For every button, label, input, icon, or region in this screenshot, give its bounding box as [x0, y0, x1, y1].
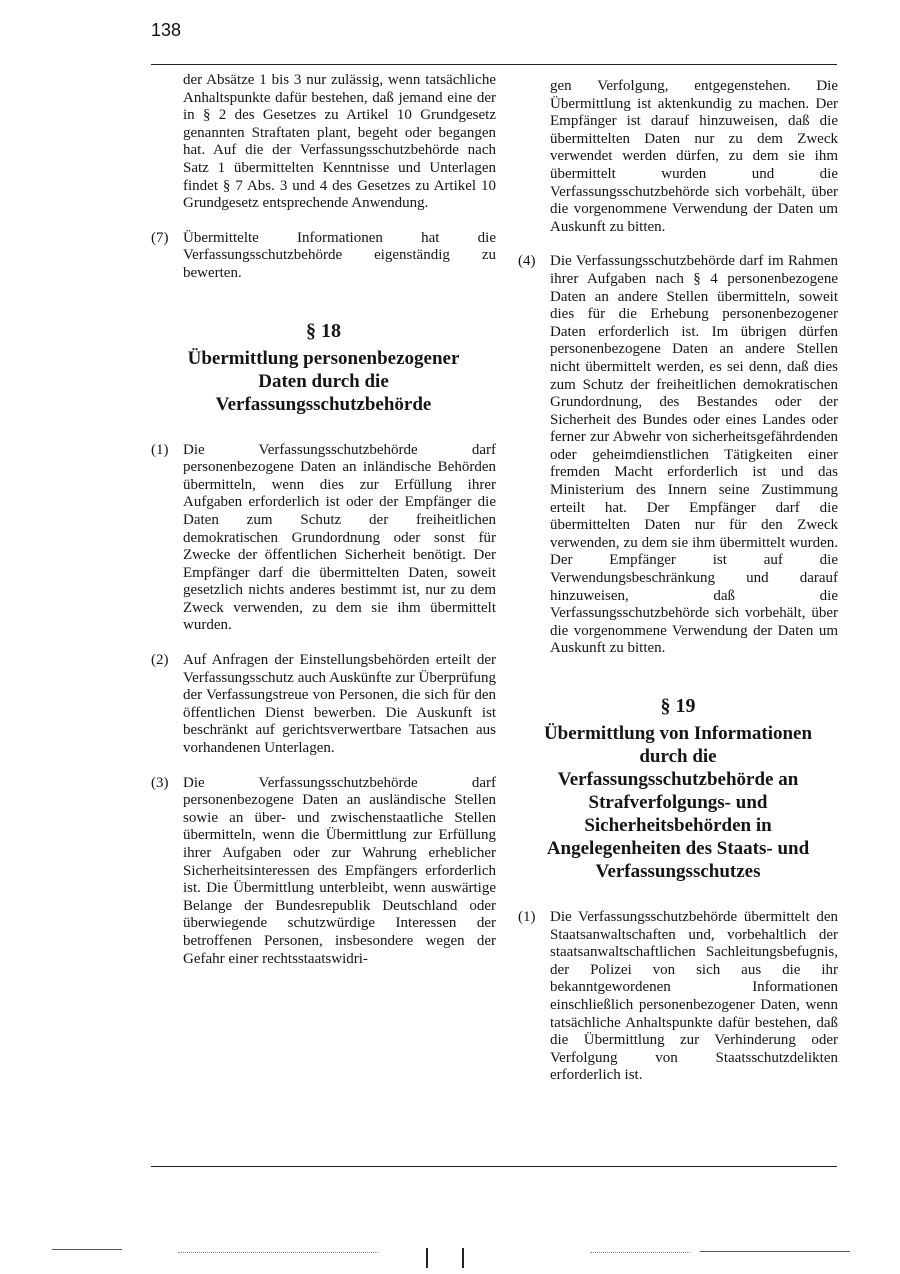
section-18-paragraph-4 — [518, 253, 838, 658]
scan-artifact-mark — [462, 1248, 464, 1268]
section-18-paragraph-1 — [151, 442, 496, 636]
right-column — [518, 78, 838, 1102]
paragraph-text: Die Verfassungsschutzbehörde darf personenbezogene Daten an inländische Behörden übermitteln, wenn dies zur Erfüllung ihrer Aufgaben erforderlich ist oder der Empfänger die Daten zum Schutz der freiheitlichen demokratischen Grundordnung oder sonst für Zwecke der öffentlichen Sicherheit benötigt. Der Empfänger darf die übermittelten Daten, soweit gesetzlich nichts anderes bestimmt ist, nur zu dem Zweck verwenden, zu dem sie ihm übermittelt wurden. — [183, 441, 496, 634]
section-title: Übermittlung von Informationen durch die Verfassungsschutzbehörde an Strafverfolgungs- und Sicherheitsbehörden in Angelegenheiten des Staats- und Verfassungsschutzes — [543, 723, 813, 882]
header-rule — [151, 64, 837, 65]
scan-artifact-line — [52, 1249, 122, 1250]
section-number: § 18 — [306, 319, 341, 342]
section-18-paragraph-3 — [151, 775, 496, 969]
section-18-heading — [151, 319, 496, 416]
paragraph-number: (4) — [518, 253, 536, 270]
paragraph-7 — [151, 230, 496, 283]
footer-rule — [151, 1166, 837, 1167]
paragraph-text: Auf Anfragen der Einstellungsbehörden erteilt der Verfassungsschutz auch Auskünfte zur Überprüfung der Verfassungstreue von Personen, die sich für den öffentlichen Dienst bewerben. Die Auskunft ist beschränkt auf gerichtsverwertbare Tatsachen aus vorhandenen Unterlagen. — [183, 652, 496, 757]
continuation-paragraph: gen Verfolgung, entgegenstehen. Die Übermittlung ist aktenkundig zu machen. Der Empfänger ist darauf hinzuweisen, daß die übermittelten Daten nur zu dem Zweck verwendet werden dürfen, zu dem sie ihm übermittelt wurden und die Verfassungsschutzbehörde sich vorbehält, über die vorgenommene Verwendung der Daten um Auskunft zu bitten. — [550, 78, 838, 235]
scan-artifact-dots — [178, 1252, 378, 1253]
paragraph-number: (1) — [518, 909, 536, 925]
paragraph-number: (2) — [151, 652, 169, 669]
paragraph-text: Die Verfassungsschutzbehörde übermittelt den Staatsanwaltschaften und, vorbehaltlich der staatsanwaltschaftlichen Sachleitungsbefugnis, der Polizei von sich aus die ihr bekanntgewordenen Informationen einschließlich personenbezogener Daten, wenn tatsächliche Anhaltspunkte dafür bestehen, daß die Übermittlung zur Verhinderung oder Verfolgung von Staatsschutzdelikten erforderlich ist. — [550, 909, 838, 1084]
continuation-paragraph: der Absätze 1 bis 3 nur zulässig, wenn tatsächliche Anhaltspunkte dafür bestehen, daß jemand eine der in § 2 des Gesetzes zu Artikel 10 Grundgesetz genannten Straftaten plant, begeht oder begangen hat. Auf die der Verfassungsschutzbehörde nach Satz 1 übermittelten Kenntnisse und Unterlagen findet § 7 Abs. 3 und 4 des Gesetzes zu Artikel 10 Grundgesetz entsprechende Anwendung. — [183, 72, 496, 212]
section-18-paragraph-2 — [151, 652, 496, 758]
paragraph-text: Die Verfassungsschutzbehörde darf personenbezogene Daten an ausländische Stellen sowie an über- und zwischenstaatliche Stellen übermitteln, wenn die Übermittlung zur Erfüllung ihrer Aufgaben oder zur Wahrung erheblicher Sicherheitsinteressen des Empfängers erforderlich ist. Die Übermittlung unterbleibt, wenn auswärtige Belange der Bundesrepublik Deutschland oder überwiegende schutzwürdige Interessen der betroffenen Personen, insbesondere wegen der Gefahr einer rechtsstaatswidri- — [183, 774, 496, 967]
section-title: Übermittlung personenbezogener Daten durch die Verfassungsschutzbehörde — [187, 347, 460, 415]
paragraph-text: Die Verfassungsschutzbehörde darf im Rahmen ihrer Aufgaben nach § 4 personenbezogene Daten an andere Stellen übermitteln, soweit dies für die Erhebung personenbezogener Daten erforderlich ist. Im übrigen dürfen personenbezogene Daten an andere Stellen nicht übermittelt werden, es sei denn, daß dies zum Schutz der freiheitlichen demokratischen Grundordnung, des Bestandes oder der Sicherheit des Bundes oder eines Landes oder ferner zur Abwehr von sicherheitsgefährdenden oder geheimdienstlichen Tätigkeiten einer fremden Macht erforderlich ist und das Ministerium des Innern seine Zustimmung erteilt hat. Der Empfänger darf die übermittelten Daten nur für den Zweck verwenden, zu dem sie ihm übermittelt wurden. Der Empfänger ist auf die Verwendungsbeschränkung und darauf hinzuweisen, daß die Verfassungsschutzbehörde sich vorbehält, über die vorgenommene Verwendung der Daten um Auskunft zu bitten. — [550, 253, 838, 657]
paragraph-number: (3) — [151, 774, 169, 791]
paragraph-text: Übermittelte Informationen hat die Verfassungsschutzbehörde eigenständig zu bewerten. — [183, 229, 496, 281]
scan-artifact-mark — [426, 1248, 428, 1268]
left-column — [151, 72, 496, 985]
section-number: § 19 — [660, 695, 696, 717]
page-number: 138 — [151, 20, 182, 40]
paragraph-number: (7) — [151, 229, 169, 246]
scan-artifact-line — [700, 1251, 850, 1252]
paragraph-number: (1) — [151, 441, 169, 458]
section-19-heading — [518, 694, 838, 883]
section-19-paragraph-1 — [518, 909, 838, 1085]
scan-artifact-dots — [590, 1252, 690, 1253]
